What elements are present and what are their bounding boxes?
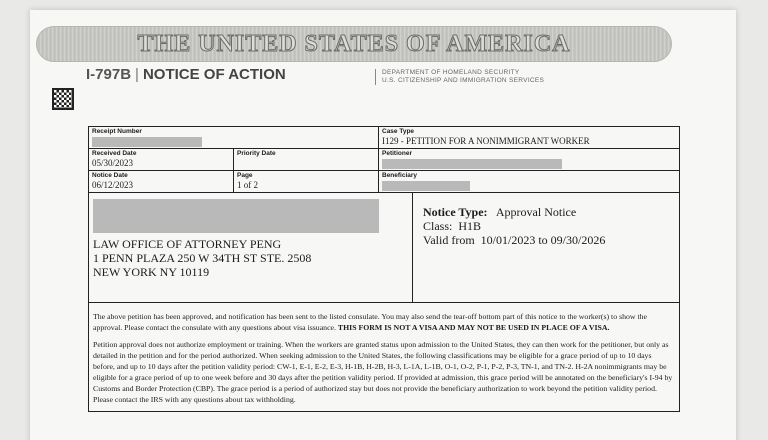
form-number: I-797B xyxy=(86,66,132,83)
grid-row-2 xyxy=(89,149,679,171)
class-line xyxy=(423,219,605,233)
recipient-name-redacted xyxy=(93,199,379,233)
notice-type-label: Notice Type: xyxy=(423,205,488,219)
beneficiary-redacted xyxy=(382,181,470,191)
received-date-cell xyxy=(89,149,234,170)
department-label xyxy=(375,69,544,85)
received-date-label: Received Date xyxy=(92,150,137,157)
seal-banner xyxy=(36,26,672,62)
case-type-value: I129 - PETITION FOR A NONIMMIGRANT WORKER xyxy=(382,136,590,146)
dept-line-2: U.S. CITIZENSHIP AND IMMIGRATION SERVICES xyxy=(382,77,545,84)
page-value: 1 of 2 xyxy=(237,180,258,190)
approval-paragraph-text: The above petition has been approved, and notification has been sent to the listed consulate. You may also send the tear-off bottom part of this notice to the worker(s) to show the approval. Please contact the consulate with any questions about visa issuance. xyxy=(93,312,648,332)
received-date-value: 05/30/2023 xyxy=(92,158,134,168)
receipt-number-cell xyxy=(89,127,379,148)
notice-date-cell xyxy=(89,171,234,192)
address-line-2: 1 PENN PLAZA 250 W 34TH ST STE. 2508 xyxy=(93,251,312,265)
case-type-cell xyxy=(379,127,679,148)
notice-date-value: 06/12/2023 xyxy=(92,180,134,190)
beneficiary-label: Beneficiary xyxy=(382,172,418,179)
petitioner-cell xyxy=(379,149,679,170)
beneficiary-cell xyxy=(379,171,679,192)
priority-date-label: Priority Date xyxy=(237,150,276,157)
priority-date-value xyxy=(237,158,375,169)
mailing-address-block xyxy=(89,193,413,302)
page-cell xyxy=(234,171,379,192)
address-line-3: NEW YORK NY 10119 xyxy=(93,265,210,279)
notice-type-line xyxy=(423,205,605,219)
qr-code-icon xyxy=(52,88,74,110)
not-a-visa-warning: THIS FORM IS NOT A VISA AND MAY NOT BE USED IN PLACE OF A VISA. xyxy=(337,323,610,332)
receipt-number-label: Receipt Number xyxy=(92,128,142,135)
form-header xyxy=(86,66,286,83)
validity-line xyxy=(423,233,605,247)
banner-title: THE UNITED STATES OF AMERICA xyxy=(137,30,571,57)
page-label: Page xyxy=(237,172,253,179)
class-value: H1B xyxy=(458,219,482,233)
petitioner-label: Petitioner xyxy=(382,150,412,157)
notice-type-value: Approval Notice xyxy=(495,205,577,219)
notice-summary xyxy=(413,193,615,302)
valid-from-date: 10/01/2023 xyxy=(480,233,536,247)
dept-line-1: DEPARTMENT OF HOMELAND SECURITY xyxy=(382,69,520,76)
notice-date-label: Notice Date xyxy=(92,172,128,179)
approval-text-section xyxy=(89,303,679,405)
address-line-1: LAW OFFICE OF ATTORNEY PENG xyxy=(93,237,282,251)
valid-to-word: to xyxy=(538,233,548,247)
header-divider: | xyxy=(135,66,139,83)
valid-to-date: 09/30/2026 xyxy=(550,233,606,247)
receipt-number-redacted xyxy=(92,137,202,147)
form-title: NOTICE OF ACTION xyxy=(142,66,286,83)
case-type-label: Case Type xyxy=(382,128,415,135)
grace-period-paragraph: Petition approval does not authorize employment or training. When the workers are granted status upon admission to the United States, they can then work for the petitioner, but only as detailed in the petition and for the period authorized. When seeking admission to the United States, the following classifications may be eligible for a grace period of up to 10 days before, and up to 10 days after the petition validity period: CW-1, E-1, E-2, E-3, H-1B, H-2B, H-3, L-1A, L-1B, O-1, O-2, P-1, P-2, P-3, TN-1, and TN-2. H-2A nonimmigrants may be eligible for a grace period of up to one week before and 30 days after the petition validity period. If provided at admission, this grace period will be annotated on the beneficiary's I-94 by Customs and Border Protection (CBP). The grace period is a period of authorized stay but does not provide the beneficiary authorization to work beyond the petition validity period. Please contact the IRS with any questions about tax withholding. xyxy=(93,340,673,404)
valid-from-label: Valid from xyxy=(423,233,475,247)
grid-row-3 xyxy=(89,171,679,193)
approval-paragraph xyxy=(93,311,675,333)
class-label: Class: xyxy=(423,219,453,233)
address-notice-section xyxy=(89,193,679,303)
grid-row-1 xyxy=(89,127,679,149)
priority-date-cell xyxy=(234,149,379,170)
petitioner-redacted xyxy=(382,159,562,169)
notice-form-grid xyxy=(88,126,680,412)
